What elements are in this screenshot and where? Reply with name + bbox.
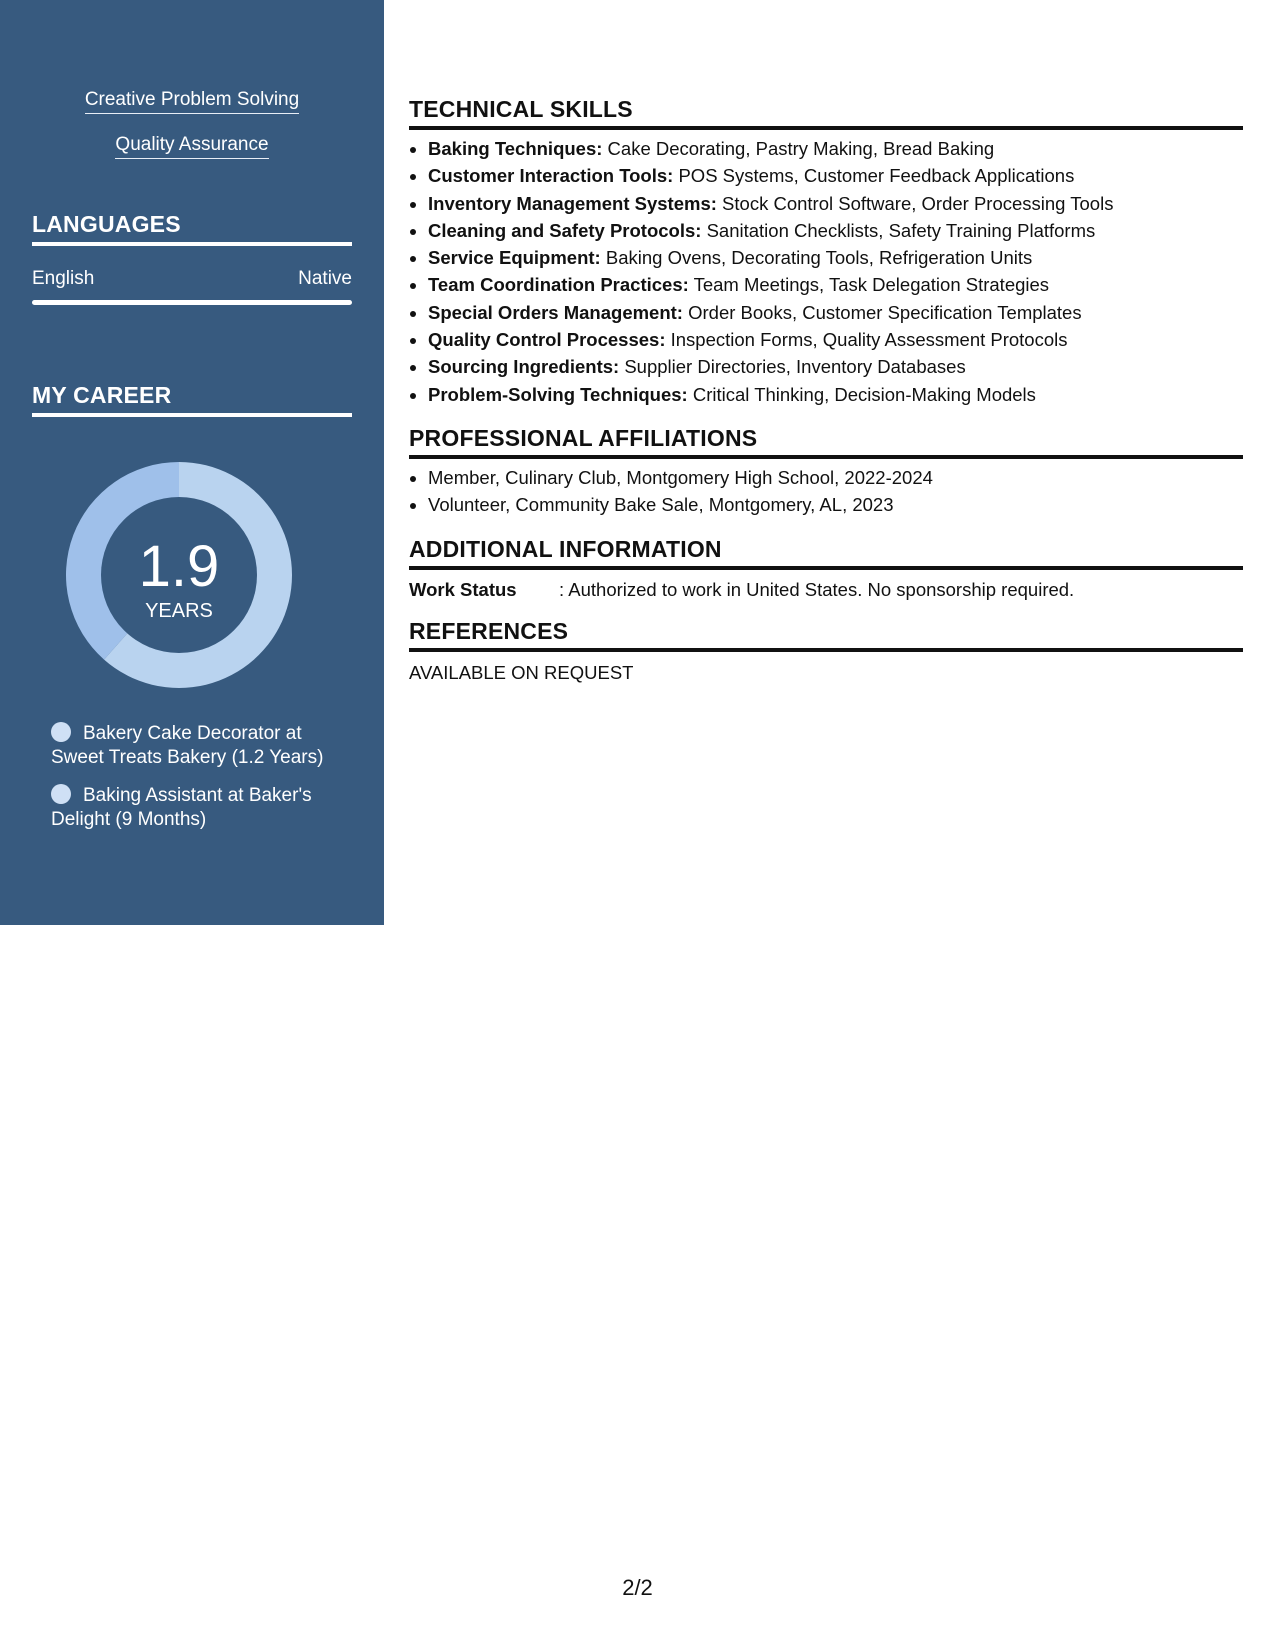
skill-category-text: Critical Thinking, Decision-Making Models: [687, 383, 1036, 405]
affiliation-item: • Member, Culinary Club, Montgomery High School, 2022-2024: [428, 464, 1262, 491]
career-item: [51, 722, 341, 770]
skill-label: Quality Assurance: [115, 133, 268, 159]
affiliations-heading: PROFESSIONAL AFFILIATIONS: [409, 424, 1243, 459]
skill-category-text: POS Systems, Customer Feedback Applications: [673, 165, 1075, 187]
technical-skills-list: [409, 135, 1262, 408]
bullet-dot-icon: [51, 722, 71, 742]
language-level: Native: [298, 268, 352, 289]
skill-category-label: Problem-Solving Techniques:: [428, 383, 688, 405]
skill-category-label: Inventory Management Systems:: [428, 192, 717, 214]
page-number: 2/2: [622, 1575, 653, 1600]
additional-information-heading: ADDITIONAL INFORMATION: [409, 535, 1243, 570]
skill-category-text: Inspection Forms, Quality Assessment Protocols: [665, 329, 1068, 351]
bullet-dot-icon: [51, 784, 71, 804]
technical-skill-item: [428, 299, 1262, 326]
language-name: English: [32, 268, 95, 289]
technical-skill-item: [428, 217, 1262, 244]
career-total-unit: YEARS: [145, 600, 213, 622]
career-item-text: Baking Assistant at Baker's Delight (9 Months): [51, 785, 312, 830]
skill-category-label: Sourcing Ingredients:: [428, 356, 620, 378]
skill-link-creative-problem-solving[interactable]: [0, 88, 384, 114]
skill-category-label: Quality Control Processes:: [428, 329, 666, 351]
sidebar: [0, 0, 384, 925]
skill-link-quality-assurance[interactable]: [0, 133, 384, 159]
skill-category-text: Order Books, Customer Specification Templates: [682, 301, 1082, 323]
work-status-row: [409, 578, 1074, 602]
languages-heading: LANGUAGES: [32, 210, 352, 246]
skill-category-label: Baking Techniques:: [428, 138, 603, 159]
career-donut-chart: [66, 462, 292, 688]
skill-category-label: Team Coordination Practices:: [428, 274, 689, 296]
skill-category-label: Service Equipment:: [428, 247, 601, 269]
technical-skill-item: [428, 381, 1262, 408]
affiliations-list: [409, 464, 1262, 519]
career-item-text: Bakery Cake Decorator at Sweet Treats Bakery (1.2 Years): [51, 723, 324, 768]
career-heading: MY CAREER: [32, 381, 352, 417]
affiliation-item: • Volunteer, Community Bake Sale, Montgomery, AL, 2023: [428, 491, 1262, 518]
work-status-label: Work Status: [409, 579, 517, 600]
skill-category-text: Cake Decorating, Pastry Making, Bread Baking: [602, 138, 995, 159]
technical-skill-item: [428, 326, 1262, 353]
technical-skill-item: [428, 190, 1262, 217]
references-heading: REFERENCES: [409, 617, 1243, 652]
technical-skill-item: [428, 135, 1262, 162]
skill-category-label: Customer Interaction Tools:: [428, 165, 674, 187]
skill-category-label: Cleaning and Safety Protocols:: [428, 219, 702, 241]
career-total-value: 1.9: [138, 534, 220, 599]
language-row: [32, 267, 352, 291]
references-text: AVAILABLE ON REQUEST: [409, 662, 634, 683]
career-item: [51, 784, 341, 832]
skill-category-text: Sanitation Checklists, Safety Training Platforms: [701, 219, 1096, 241]
skill-category-text: Team Meetings, Task Delegation Strategies: [688, 274, 1050, 296]
skill-category-label: Special Orders Management:: [428, 301, 683, 323]
skill-category-text: Supplier Directories, Inventory Databases: [619, 356, 966, 378]
technical-skill-item: [428, 162, 1262, 189]
skill-category-text: Stock Control Software, Order Processing Tools: [716, 192, 1114, 214]
skill-category-text: Baking Ovens, Decorating Tools, Refrigeration Units: [600, 247, 1033, 269]
technical-skills-heading: TECHNICAL SKILLS: [409, 95, 1243, 130]
technical-skill-item: [428, 271, 1262, 298]
technical-skill-item: [428, 244, 1262, 271]
skill-label: Creative Problem Solving: [85, 88, 299, 114]
language-level-bar: [32, 300, 352, 305]
work-status-value: : Authorized to work in United States. No sponsorship required.: [559, 579, 1075, 600]
technical-skill-item: [428, 353, 1262, 380]
